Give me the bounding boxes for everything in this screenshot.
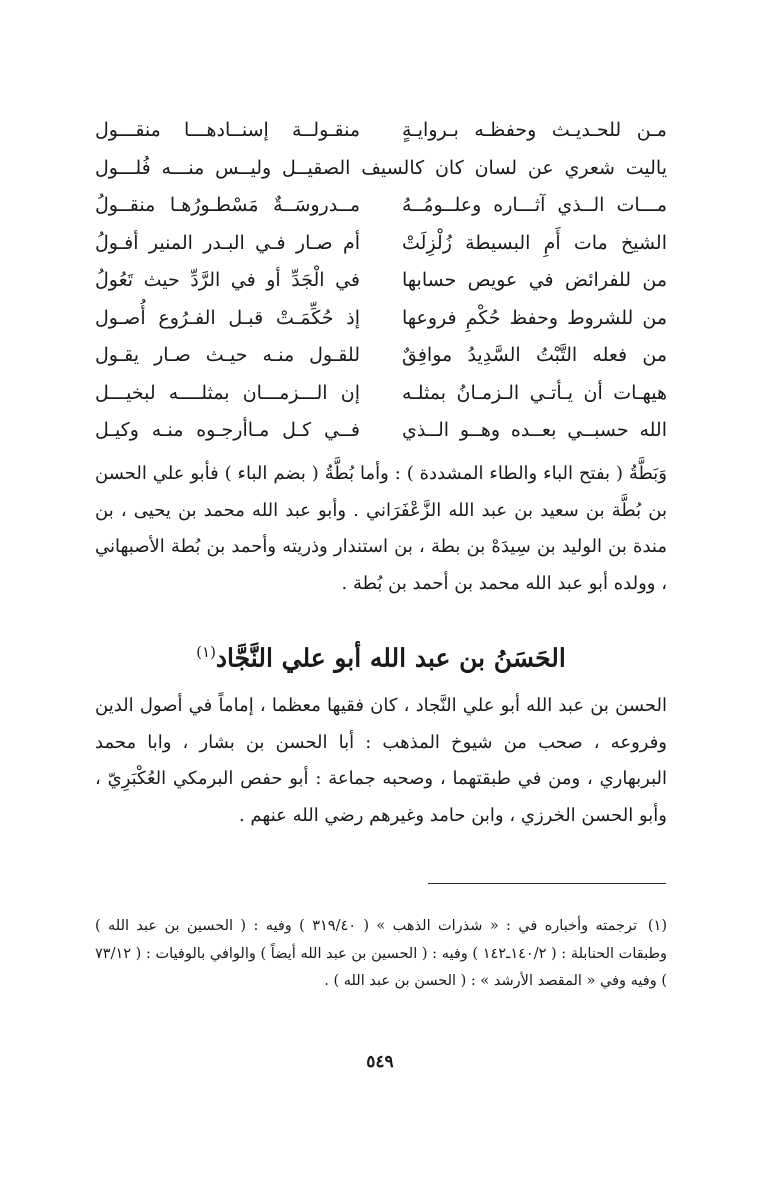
verse-second-hemistich: أم صـار فـي البـدر المنير أفـولُ <box>95 231 360 254</box>
footnote-divider <box>428 883 666 884</box>
verse <box>95 375 667 413</box>
paragraph-batta-note: وَبَطَّةُ ( بفتح الباء والطاء المشددة ) : وأما بُطَّةُ ( بضم الباء ) فأبو علي الحسن بن بُطَّة بن سعيد بن عبد الله الزَّعْفَرَاني . وأبو عبد الله محمد بن يحيى ، بن مندة بن الوليد بن سِيدَهْ بن بطة ، بن استندار وذريته وأحمد بن بُطة الأصبهاني ، وولده أبو عبد الله محمد بن أحمد بن بُطة . <box>95 463 667 594</box>
verse-second-hemistich: في الْجَدِّ أو في الرَّدِّ حيث تَعُولُ <box>95 269 360 291</box>
paragraph-biography: الحسن بن عبد الله أبو علي النَّجاد ، كان فقيها معظما ، إماماً في أصول الدين وفروعه ، صحب من شيوخ المذهب : أبا الحسن بن بشار ، وابا محمد البربهاري ، ومن في طبقتهما ، وصحبه جماعة : أبو حفص البرمكي العُكْبَرِيّ ، وأبو الحسن الخرزي ، وابن حامد وغيرهم رضي الله عنهم . <box>95 695 667 826</box>
verse-first-hemistich: هيهـات أن يـأتـي الـزمـانُ بمثلـه <box>402 381 667 404</box>
verse-second-hemistich: مــدروسَــةٌ مَسْطـورُهـا منقــولُ <box>95 194 360 216</box>
verse <box>95 337 667 375</box>
footnote-marker: (١) <box>196 643 216 661</box>
verse-second-hemistich: إن الـــزمـــان بمثلــــه لبخيـــل <box>95 381 360 404</box>
poem <box>95 112 667 450</box>
page-number: ٥٤٩ <box>366 1052 394 1072</box>
verse <box>95 300 667 338</box>
verse-first-hemistich: من فعله التَّبْتُ السَّدِيدُ موافِقٌ <box>402 344 667 366</box>
verse-second-hemistich: منقـولــة إسنــادهـــا منقـــول <box>95 119 360 141</box>
verse <box>95 112 667 150</box>
verse <box>95 262 667 300</box>
verse <box>95 225 667 263</box>
verse-first-hemistich: الشيخ مات أَمِ البسيطة زُلْزِلَتْ <box>402 231 667 254</box>
verse-first-hemistich: الله حسبــي بعــده وهــو الــذي <box>402 419 667 441</box>
verse-second-hemistich: فــي كـل مـاأرجـوه منـه وكيـل <box>95 419 360 441</box>
verse <box>95 187 667 225</box>
verse-first-hemistich: مـــات الــذي آثـــاره وعلــومُــهُ <box>402 194 667 216</box>
verse <box>95 412 667 450</box>
section-title <box>95 632 667 678</box>
verse-second-hemistich: إذ حُكِّمَـتْ قبـل الفـرُوع أُصـول <box>95 306 360 329</box>
footnote <box>95 913 667 996</box>
verse-first-hemistich: مـن للحـديـث وحفظـه بـروايـةٍ <box>402 119 667 141</box>
footnote-text: ترجمته وأخباره في : « شذرات الذهب » ( ٣١٩/٤٠ ) وفيه : ( الحسين بن عبد الله ) وطبقات الحنابلة : ( ١٤٠/٢ـ١٤٢ ) وفيه : ( الحسين بن عبد الله أيضاً ) والوافي بالوفيات : ( ٧٣/١٢ ) وفيه وفي « المقصد الأرشد » : ( الحسن بن عبد الله ) . <box>95 918 667 989</box>
section-title-text: الحَسَنُ بن عبد الله أبو علي النَّجَّاد <box>215 643 566 673</box>
footnote-number: (١) <box>647 918 668 934</box>
verse-first-hemistich: من للشروط وحفظ حُكْمِ فروعها <box>402 306 667 329</box>
verse-second-hemistich: للقـول منـه حيـث صـار يقـول <box>95 344 360 366</box>
verse-full-line: ياليت شعري عن لسان كان كالسيف الصقيــل وليــس منـــه فُلـــول <box>95 156 667 179</box>
verse-first-hemistich: من للفرائض في عويص حسابها <box>402 269 667 291</box>
